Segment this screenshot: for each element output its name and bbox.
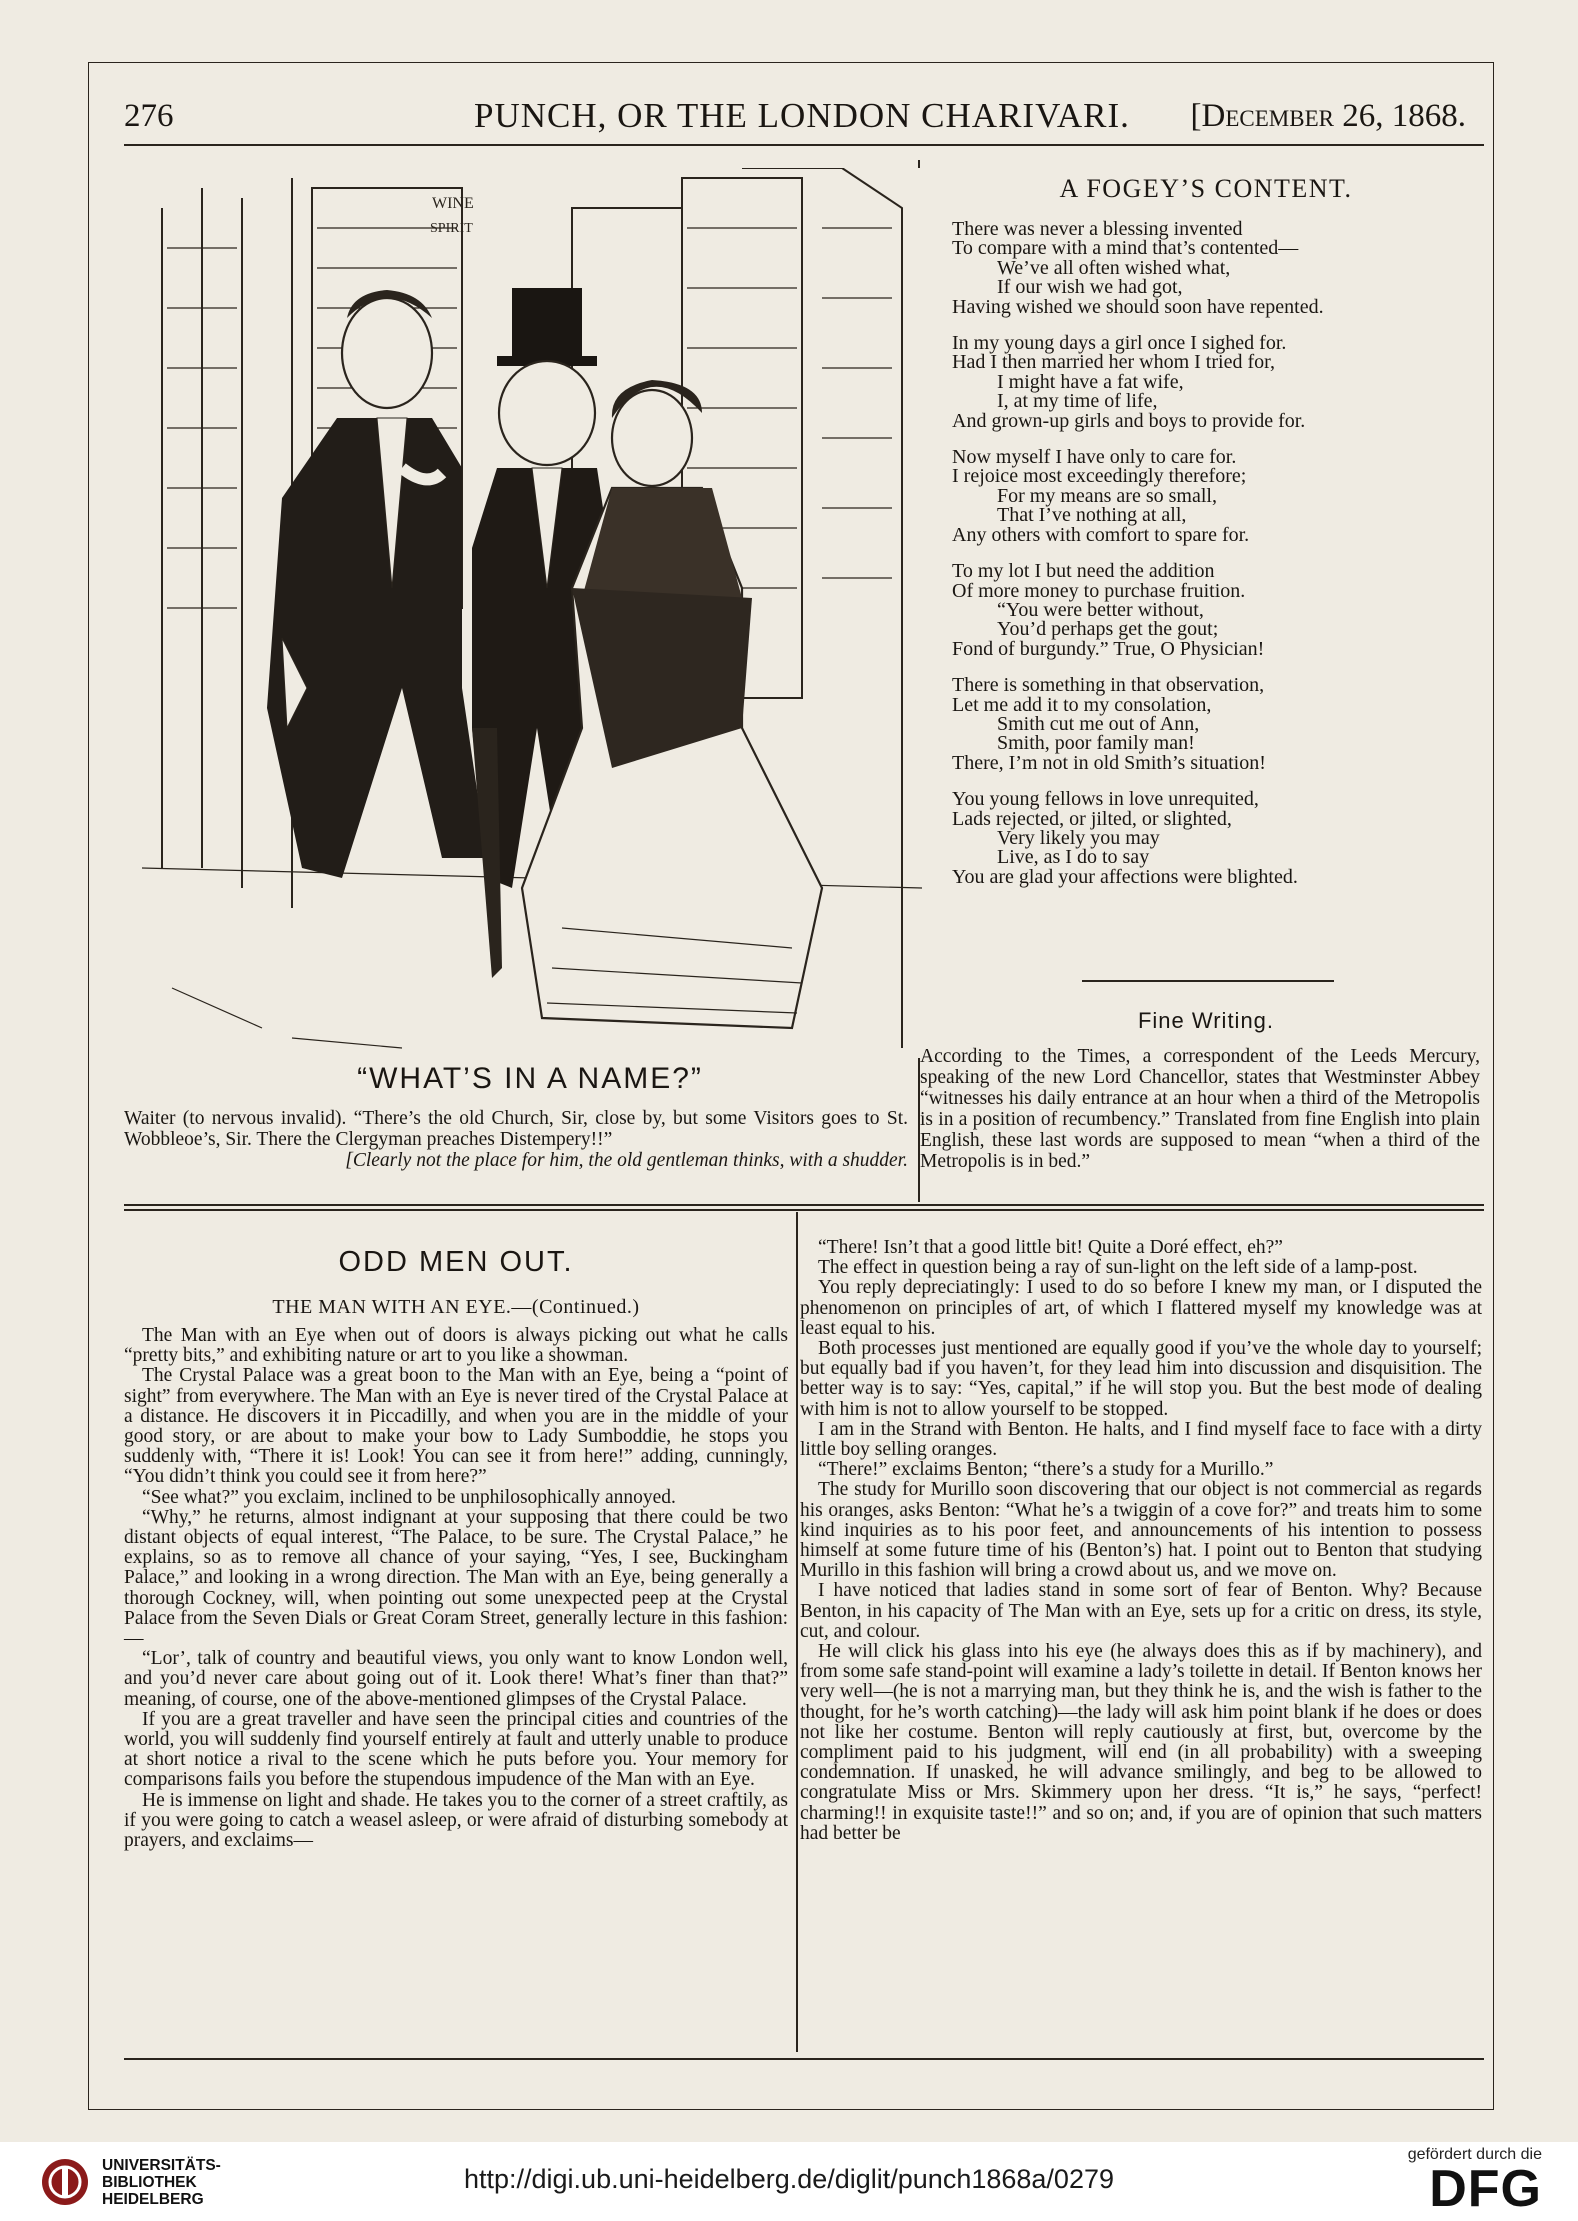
cartoon-caption-text: Waiter (to nervous invalid). “There’s the old Church, Sir, close by, but some Visitors goes to St. Wobbleoe’s, Sir. There the Clergyman preaches Distempery!!” xyxy=(124,1108,908,1150)
poem-line: In my young days a girl once I sighed for. xyxy=(952,332,1287,355)
poem-line: You are glad your affections were blighted. xyxy=(952,865,1298,888)
paragraph: He is immense on light and shade. He takes you to the corner of a street craftily, as if you were going to catch a weasel asleep, or were afraid of disturbing somebody at prayers, and exclaims— xyxy=(124,1789,788,1852)
poem-line: To compare with a mind that’s contented— xyxy=(952,237,1299,260)
sign-wine: WINE xyxy=(432,195,474,212)
poem-stanza xyxy=(952,448,1472,545)
poem-line: Smith, poor family man! xyxy=(997,732,1195,755)
poem-line: Lads rejected, or jilted, or slighted, xyxy=(952,807,1232,830)
issue-date: [December 26, 1868. xyxy=(1190,98,1466,134)
poem-line: You’d perhaps get the gout; xyxy=(997,618,1219,641)
poem-body xyxy=(952,220,1472,904)
section-rule xyxy=(124,1204,1484,1206)
paragraph: “Why,” he returns, almost indignant at your supposing that there could be two distant objects of equal interest, “The Palace, to be sure. The Crystal Palace,” he explains, so as to remove all chance of your saying, “Yes, I see, Buckingham Palace,” and looking in a wrong direction. The Man with an Eye, being generally a thorough Cockney, will, when pointing out some unexpected peep at the Crystal Palace from the Seven Dials or Great Coram Street, generally lecture in this fashion:— xyxy=(124,1506,788,1650)
poem-line: That I’ve nothing at all, xyxy=(997,504,1187,527)
poem-line: I might have a fat wife, xyxy=(997,370,1184,393)
poem-end-rule xyxy=(1082,980,1334,982)
sign-spirit: SPIRIT xyxy=(430,221,473,236)
paragraph: “Lor’, talk of country and beautiful views, you only want to know London well, and you’d never care about going out of it. Look there! What’s finer than that?” meaning, of course, one of the above-mentioned glimpses of the Crystal Palace. xyxy=(124,1648,788,1710)
fine-writing-title: Fine Writing. xyxy=(1137,1008,1275,1033)
header-rule xyxy=(124,144,1484,146)
paragraph: If you are a great traveller and have seen the principal cities and countries of the world, you will suddenly find yourself entirely at fault and utterly unable to produce at short notice a rival to the scene which he puts before you. Your memory for comparisons fails you before the stupendous impudence of the Man with an Eye. xyxy=(124,1708,788,1791)
poem-line: And grown-up girls and boys to provide for. xyxy=(952,409,1306,432)
poem-line: There was never a blessing invented xyxy=(952,218,1243,240)
poem-line: There is something in that observation, xyxy=(952,674,1265,697)
poem-line: Having wished we should soon have repented. xyxy=(952,295,1324,318)
poem-line: “You were better without, xyxy=(997,598,1204,621)
dfg-logo: DFG xyxy=(1429,2160,1542,2218)
sponsor-text: gefördert durch die xyxy=(1407,2146,1542,2163)
cartoon-title: “WHAT’S IN A NAME?” xyxy=(357,1062,703,1095)
poem-line: Very likely you may xyxy=(997,826,1160,849)
poem-line: I rejoice most exceedingly therefore; xyxy=(952,465,1247,488)
cartoon-illustration xyxy=(142,168,922,1058)
poem-stanza xyxy=(952,220,1472,317)
poem-line: Let me add it to my consolation, xyxy=(952,693,1212,716)
permalink-url[interactable]: http://digi.ub.uni-heidelberg.de/diglit/punch1868a/0279 xyxy=(463,2164,1114,2194)
paragraph: Both processes just mentioned are equally good if you’ve the whole day to yourself; but equally bad if you haven’t, for they lead him into discussion and disquisition. The better way is to say: “Yes, capital,” if he will stop you. But the best mode of dealing with him is not to allow yourself to be stopped. xyxy=(800,1338,1482,1420)
poem-line: We’ve all often wished what, xyxy=(997,256,1231,279)
poem-stanza xyxy=(952,676,1472,773)
paragraph: I have noticed that ladies stand in some sort of fear of Benton. Why? Because Benton, in his capacity of The Man with an Eye, sets up for a critic on dress, its style, cut, and colour. xyxy=(800,1580,1482,1642)
paragraph: “See what?” you exclaim, inclined to be unphilosophically annoyed. xyxy=(142,1486,676,1508)
paragraph: The effect in question being a ray of sun-light on the left side of a lamp-post. xyxy=(818,1257,1418,1279)
poem-stanza xyxy=(952,334,1472,431)
paragraph: I am in the Strand with Benton. He halts, and I find myself face to face with a dirty little boy selling oranges. xyxy=(800,1418,1482,1461)
poem-line: There, I’m not in old Smith’s situation! xyxy=(952,751,1266,774)
article-subtitle: THE MAN WITH AN EYE.—(Continued.) xyxy=(272,1296,640,1318)
paragraph: “There! Isn’t that a good little bit! Quite a Doré effect, eh?” xyxy=(818,1237,1283,1258)
poem-line: For my means are so small, xyxy=(997,484,1217,507)
paragraph: The study for Murillo soon discovering that our object is not commercial as regards his oranges, asks Benton: “What he’s a twiggin of a cove for?” and treats him to some kind inquiries as to his poor feet, and announcements of his intention to possess himself at some future time of his (Benton’s) hat. I point out to Benton that studying Murillo in this fashion will bring a crowd about us, and we move on. xyxy=(800,1479,1482,1582)
poem-line: You young fellows in love unrequited, xyxy=(952,788,1259,811)
journal-title: PUNCH, OR THE LONDON CHARIVARI. xyxy=(474,96,1130,135)
poem-title: A FOGEY’S CONTENT. xyxy=(1059,174,1353,203)
article-right-column xyxy=(800,1238,1482,1844)
paragraph: He will click his glass into his eye (he always does this as if by machinery), and from some safe stand-point will examine a lady’s toilette in detail. If Benton knows her very well—(he is not a marrying man, but they think he is, and the wish is father to the thought, for he’s worth catching)—the lady will ask him point blank if he does or does not like her costume. Benton will reply cautiously at first, but, overcome by the compliment paid to his judgment, will end (in all probability) with a sweeping condemnation. If unasked, he will advance smilingly, and beg to be allowed to congratulate Miss or Mrs. Skimmery upon her dress. “It is,” he says, “perfect! charming!! in exquisite taste!!” and so on; and, if you are of opinion that such matters had better be xyxy=(800,1641,1482,1844)
fine-writing-body: According to the Times, a correspondent of the Leeds Mercury, speaking of the new Lord Chancellor, states that Westminster Abbey “witnesses his daily entrance at an hour when a third of the Metropolis is in a position of recumbency.” Translated from fine English into plain English, these last words are supposed to mean “when a third of the Metropolis is in bed.” xyxy=(920,1046,1480,1172)
poem-line: Now myself I have only to care for. xyxy=(952,446,1237,469)
cartoon-caption xyxy=(124,1108,908,1171)
poem-stanza xyxy=(952,562,1472,659)
poem-line: Live, as I do to say xyxy=(997,846,1150,869)
paragraph: The Man with an Eye when out of doors is always picking out what he calls “pretty bits,” and exhibiting nature or art to you like a showman. xyxy=(124,1325,788,1367)
section-rule-2 xyxy=(124,1209,1484,1211)
poem-line: Fond of burgundy.” True, O Physician! xyxy=(952,637,1265,660)
paragraph: The Crystal Palace was a great boon to the Man with an Eye, being a “point of sight” from everywhere. The Man with an Eye is never tired of the Crystal Palace at a distance. He discovers it in Piccadilly, and when you are in the middle of your good story, or are about to make your bow to Lady Sumboddie, he stops you suddenly with, “There it is! Look! You can see it from here!” adding, cunningly, “You didn’t think you could see it from here?” xyxy=(124,1365,788,1488)
article-left-column xyxy=(124,1326,788,1851)
poem-line: If our wish we had got, xyxy=(997,276,1183,299)
paragraph: “There!” exclaims Benton; “there’s a study for a Murillo.” xyxy=(818,1459,1274,1481)
paragraph: You reply depreciatingly: I used to do so before I knew my man, or I disputed the phenomenon on principles of art, of which I flattered myself my knowledge was at least equal to his. xyxy=(800,1277,1482,1339)
article-title: ODD MEN OUT. xyxy=(338,1246,574,1278)
poem-stanza xyxy=(952,790,1472,887)
cartoon-caption-note: [Clearly not the place for him, the old gentleman thinks, with a shudder. xyxy=(345,1150,908,1171)
running-header xyxy=(124,92,1484,140)
poem-line: I, at my time of life, xyxy=(997,390,1158,413)
column-divider-bottom xyxy=(796,1212,798,2052)
poem-block xyxy=(920,168,1492,204)
page-number: 276 xyxy=(124,98,174,134)
poem-line: Smith cut me out of Ann, xyxy=(997,712,1200,735)
library-name: UNIVERSITÄTS- BIBLIOTHEK HEIDELBERG xyxy=(102,2157,221,2208)
poem-line: Any others with comfort to spare for. xyxy=(952,523,1250,546)
sponsor-block xyxy=(1342,2146,1542,2218)
poem-line: Had I then married her whom I tried for, xyxy=(952,351,1275,374)
bottom-rule xyxy=(124,2058,1484,2060)
poem-line: Of more money to purchase fruition. xyxy=(952,579,1246,602)
poem-line: To my lot I but need the addition xyxy=(952,560,1215,583)
